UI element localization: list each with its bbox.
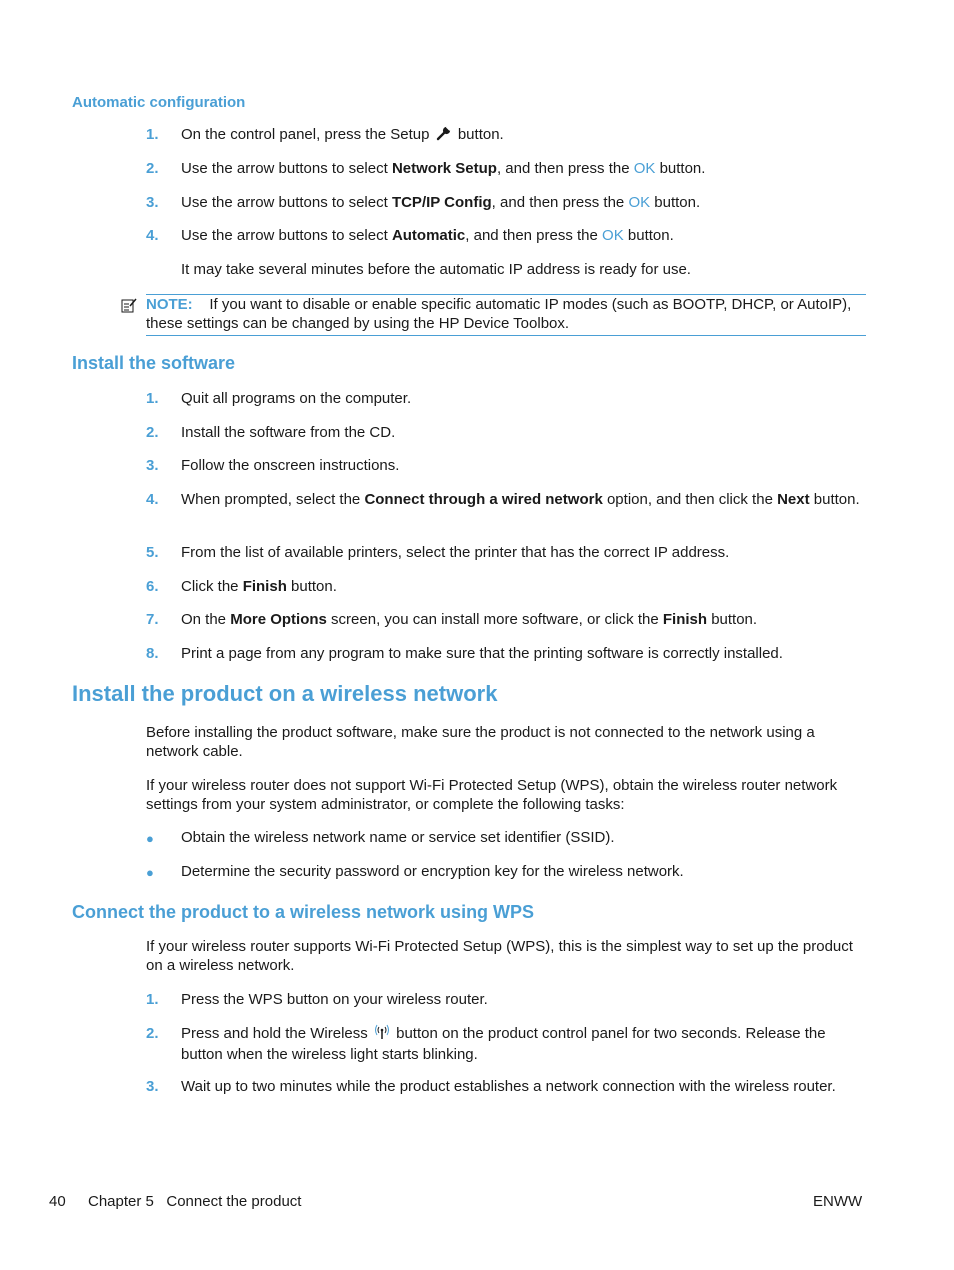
step-text: Use the arrow buttons to select Automatic, and then press the OK button. (181, 227, 674, 244)
step-number: 1. (146, 991, 159, 1008)
section-heading-install-software: Install the software (72, 353, 236, 373)
note-text: NOTE: If you want to disable or enable specific automatic IP modes (such as BOOTP, DHCP, or AutoIP), these settings can be changed by using the HP Device Toolbox. (146, 296, 852, 332)
paragraph: If your wireless router supports Wi-Fi Protected Setup (WPS), this is the simplest way to set up the product on a wireless network. (146, 938, 853, 974)
step-number: 8. (146, 645, 159, 662)
step-text: Install the software from the CD. (181, 424, 396, 441)
paragraph: Before installing the product software, make sure the product is not connected to the network using a network cable. (146, 724, 815, 760)
step-number: 6. (146, 578, 159, 595)
bullet-text: Determine the security password or encryption key for the wireless network. (181, 863, 684, 880)
note-icon (121, 297, 137, 313)
step-number: 1. (146, 390, 159, 407)
step-text: Quit all programs on the computer. (181, 390, 412, 407)
paragraph: If your wireless router does not support Wi-Fi Protected Setup (WPS), obtain the wireless router network settings from your system administrator, or complete the following tasks: (146, 777, 838, 813)
footer-right: ENWW (813, 1193, 863, 1210)
step-number: 2. (146, 1025, 159, 1042)
step-text: Press and hold the Wireless button on the product control panel for two seconds. Release the button when the wireless light starts blinking. (181, 1025, 826, 1063)
step-number: 1. (146, 126, 159, 143)
step-number: 5. (146, 544, 159, 561)
footer-chapter: Chapter 5 Connect the product (88, 1193, 302, 1210)
step-text: Follow the onscreen instructions. (181, 457, 400, 474)
step-text: Print a page from any program to make sure that the printing software is correctly installed. (181, 645, 783, 662)
step-followup-text: It may take several minutes before the automatic IP address is ready for use. (181, 261, 691, 278)
section-heading-wps: Connect the product to a wireless network using WPS (72, 902, 535, 922)
step-text: From the list of available printers, select the printer that has the correct IP address. (181, 544, 730, 561)
step-text: On the More Options screen, you can install more software, or click the Finish button. (181, 611, 758, 628)
step-text: Use the arrow buttons to select TCP/IP Config, and then press the OK button. (181, 194, 701, 211)
step-text: Wait up to two minutes while the product establishes a network connection with the wireless router. (181, 1078, 836, 1095)
step-number: 2. (146, 424, 159, 441)
step-text: When prompted, select the Connect through a wired network option, and then click the Next button. (181, 491, 860, 508)
step-number: 3. (146, 457, 159, 474)
section-heading-wireless: Install the product on a wireless network (72, 681, 498, 706)
step-number: 4. (146, 491, 159, 508)
section-heading-automatic-configuration: Automatic configuration (72, 94, 246, 111)
step-text: Click the Finish button. (181, 578, 337, 595)
step-number: 4. (146, 227, 159, 244)
wrench-icon (436, 126, 452, 146)
bullet-text: Obtain the wireless network name or service set identifier (SSID). (181, 829, 615, 846)
step-number: 2. (146, 160, 159, 177)
page-number: 40 (49, 1193, 66, 1210)
step-text: Use the arrow buttons to select Network Setup, and then press the OK button. (181, 160, 706, 177)
step-number: 3. (146, 1078, 159, 1095)
step-number: 3. (146, 194, 159, 211)
step-text: On the control panel, press the Setup button. (181, 125, 871, 146)
step-number: 7. (146, 611, 159, 628)
wireless-icon (374, 1024, 390, 1045)
bullet-icon: ● (146, 831, 154, 846)
bullet-icon: ● (146, 865, 154, 880)
step-text: Press the WPS button on your wireless router. (181, 991, 488, 1008)
